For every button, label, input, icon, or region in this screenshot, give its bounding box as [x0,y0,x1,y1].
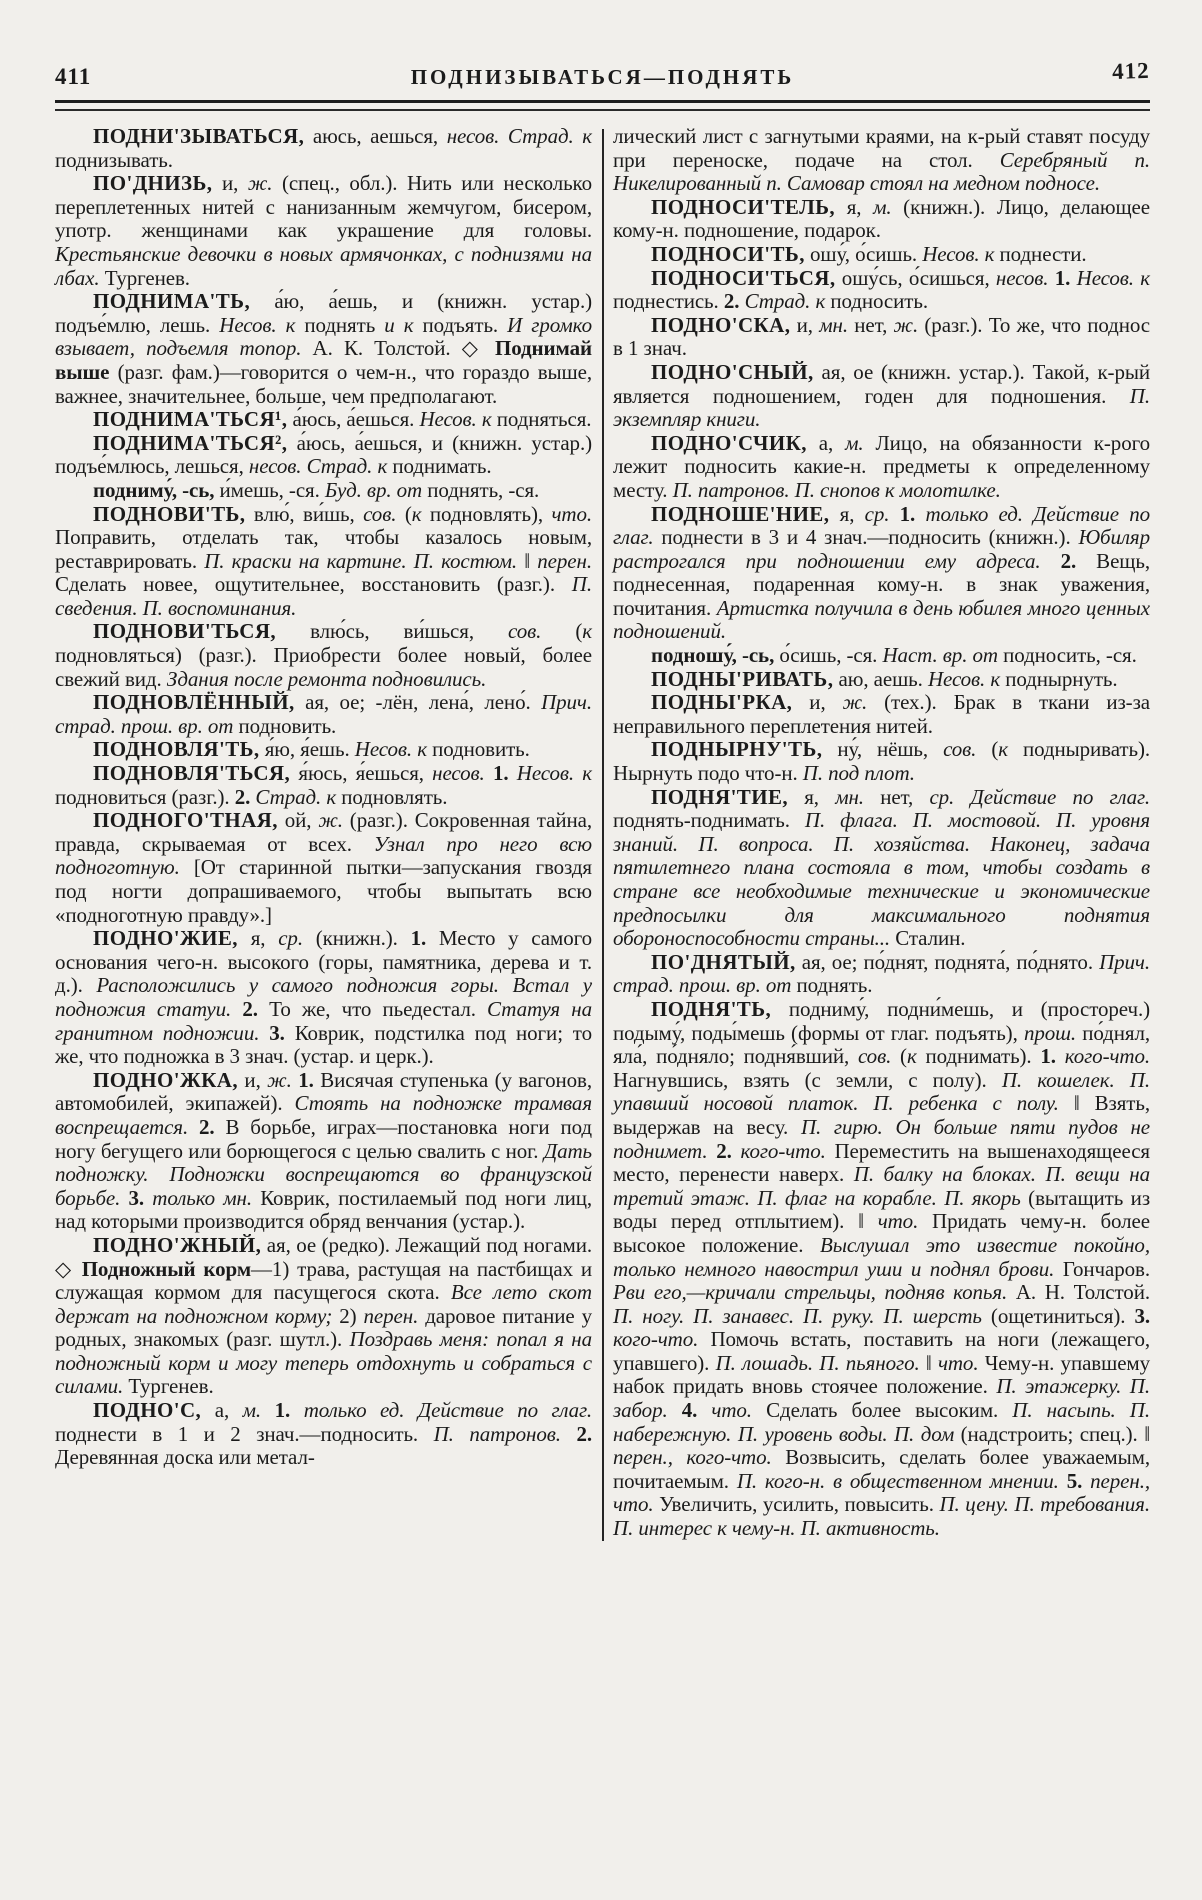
italic-text: Несов. к [927,666,1001,691]
entry-headword: ПОДНО'СЧИК, [651,430,807,455]
italic-text: перен., что. [613,1468,1151,1517]
italic-text: м. [845,430,864,455]
text [889,502,899,526]
italic-text: только ед. Действие по глаг. [303,1398,593,1423]
text: подновить. [426,737,530,762]
italic-text: Прич. страд. прош. вр. от [613,949,1150,998]
italic-text: Поздравь меня: попал я на подножный корм и могу теперь отдохнуть и собраться с силами. [55,1327,592,1399]
dictionary-entry [55,1069,592,1234]
text: по́днял, яла́, по́дняло; подня́вший, [613,1020,1150,1069]
italic-text: что. [937,1350,979,1375]
text: подносить. [825,289,928,314]
text: подновляться) (разг.). Приобрести более новый, более свежий вид. [55,643,592,691]
italic-text: несов. [995,265,1049,290]
italic-text: ж. [247,171,273,196]
header-rule [55,100,1150,111]
dictionary-entry [613,644,1150,668]
italic-text: Юбиляр растрогался при подношении ему адреса. [613,525,1150,573]
italic-text: Крестьянские девочки в новых армячонках, с поднизями на лбах. [55,241,592,290]
italic-text: м. [242,1398,262,1423]
text: подносить, -ся. [997,643,1137,668]
entry-headword: ПОДНОШЕ'НИЕ, [651,501,830,526]
dictionary-entry [613,503,1150,645]
italic-text: П. лошадь. П. пьяного. [715,1350,920,1375]
entry-headword: ПОДНИМА'ТЬСЯ¹, [93,407,288,432]
italic-text: несов. Страд. к [248,454,388,479]
bold-text: 4. [681,1398,698,1423]
text: ‖ [919,1350,938,1375]
text: (надстроить; спец.). ‖ [954,1421,1150,1446]
entry-headword: ПОДНО'СНЫЙ, [651,359,814,384]
dictionary-entry [55,762,592,809]
text: подновить. [233,713,337,738]
text: аюсь, аешься, [304,124,447,148]
text: лический лист с загнутыми краями, на к-рый ставят посуду при переноске, подаче на стол. [613,124,1150,172]
dictionary-entry [55,125,592,172]
text: Сталин. [890,926,966,951]
text: Поправить, отделать так, чтобы казалось новым, реставрировать. [55,525,592,573]
italic-text: ср. [278,926,303,951]
italic-text: и к [384,312,414,337]
text: я, [829,501,865,526]
italic-text: мн. [835,784,864,809]
italic-text: П. сведения. П. воспоминания. [55,572,592,620]
text: поднять. [791,973,873,998]
italic-text: к [906,1044,917,1069]
italic-text: сов. [943,737,977,762]
italic-text: кого-что. [740,1138,826,1163]
text: и, [790,312,820,337]
text: Чему-н. упавшему набок придать вновь стоячее положение. [613,1350,1151,1399]
text [259,1021,269,1045]
text: подновиться (разг.). [55,784,235,809]
text: поднимать. [387,454,492,479]
italic-text: П. ногу. П. занавес. П. руку. П. шерсть [613,1303,982,1328]
bold-text: 2. [199,1114,215,1139]
italic-text: Выслушал это известие покойно, только немного навострил уши и поднял брови. [613,1232,1150,1281]
italic-text: только ед. Действие по глаг. [613,501,1151,550]
bold-text: 1. [298,1067,314,1092]
dictionary-entry [613,267,1150,314]
italic-text: к [998,737,1008,762]
text-columns [55,125,1150,1541]
text: Сделать более высоким. [751,1398,1013,1423]
column-left [55,125,592,1541]
text [1082,1469,1090,1493]
text: То же, что пьедестал. [257,996,488,1021]
italic-text: Рви его,—кричали стрельцы, подняв копья. [613,1280,1008,1305]
text: (книжн.). Лицо, делающее кому-н. подношение, подарок. [613,194,1150,243]
dictionary-entry [55,172,592,290]
text: А. Н. Толстой. [1007,1280,1150,1305]
italic-text: м. [873,194,892,219]
text: Деревянная доска или метал- [55,1445,315,1470]
dictionary-entry [55,1234,592,1399]
dictionary-entry [613,951,1150,998]
text: Место у самого основания чего-н. высокого (горы, памятника, дерева и т. д.). [55,926,592,998]
entry-headword: ПОДНИ'ЗЫВАТЬСЯ, [93,124,305,148]
italic-text: что. [551,501,593,526]
entry-headword: ПОДНЯ'ТИЕ, [651,784,789,809]
italic-text: к [582,619,592,644]
italic-text: П. экземпляр книги. [613,383,1150,432]
page-number-left: 411 [55,64,92,89]
text: а, [806,430,846,455]
entry-headword: ПОДНЫ'РИВАТЬ, [651,666,834,691]
entry-headword: ПОДНО'ЖИЕ, [93,926,238,951]
dictionary-entry [613,691,1150,738]
italic-text: только мн. [152,1185,252,1210]
text: Коврик, подстилка под ноги; то же, что подножка в 3 знач. (устар. и церк.). [55,1020,592,1069]
bold-text: 2. [1060,548,1077,573]
text: Увеличить, усилить, повысить. [653,1492,940,1517]
entry-headword: ПО'ДНИЗЬ, [93,171,213,196]
text [485,761,493,785]
bold-text: 1. [1040,1044,1056,1069]
italic-text: П. патронов. [433,1421,561,1446]
italic-text: И громко взывает, подъемля топор. [55,312,592,361]
text: А. К. Толстой. ◇ [301,336,495,361]
italic-text: Артистка получила в день юбилея много ценных подношений. [613,595,1150,644]
dictionary-entry [613,243,1150,267]
italic-text: П. флага. П. мостовой. П. уровня знаний. П. вопроса. П. хозяйства. Наконец, задача пятилетнего плана состояла в том, чтобы создать в стране все необходимые технические и экономические предпосылки для максимального поднятия обороноспособности страны... [613,808,1150,951]
italic-text: к [411,501,422,526]
dictionary-entry [613,432,1150,503]
text: я, [835,194,874,219]
italic-text: Наст. вр. от [882,643,998,668]
text: о́сишь, -ся. [774,643,883,668]
text: ошу́, о́сишь. [804,241,923,266]
bold-text: подниму́, -сь, [93,477,215,502]
italic-text: П. балку на блоках. П. вещи на третий этаж. П. флаг на корабле. П. якорь [613,1162,1150,1210]
text: ‖ Взять, выдержав на весу. [613,1091,1150,1139]
italic-text: несов. Страд. к [446,124,593,148]
bold-text: 3. [128,1185,145,1210]
bold-text: 3. [1134,1303,1150,1328]
dictionary-entry [613,361,1150,432]
text: влю́, ви́шь, [245,501,364,526]
text [509,761,517,785]
text: Тургенев. [99,265,190,290]
text: ( [891,1044,907,1069]
text [915,502,925,526]
dictionary-entry [55,738,592,762]
dictionary-entry [613,196,1150,243]
italic-text: Несов. к [516,761,592,786]
text: ( [541,619,583,644]
text [261,1398,275,1422]
bold-text: 3. [269,1020,285,1045]
text: я́юсь, я́ешься, [290,761,433,786]
text: (книжн.). [302,926,411,951]
bold-text: 2. [242,996,258,1021]
bold-text: 1. [899,501,916,526]
italic-text: П. краски на картине. П. костюм. [204,548,518,573]
italic-text: Страд. к [744,289,826,314]
text [1059,1469,1067,1493]
text: Нагнувшись, взять (с земли, с полу). [613,1067,1002,1092]
dictionary-entry [55,691,592,738]
bold-text: 1. [492,761,509,786]
italic-text: мн. [819,312,848,337]
dictionary-entry [55,432,592,479]
text: —1) трава, растущая на пастбищах и служащая кормом для пасущегося скота. [55,1256,593,1305]
italic-text: Несов. к [354,737,427,762]
entry-headword: ПОДНОСИ'ТЬ, [651,241,805,266]
text [231,997,242,1021]
text: я, [237,926,279,951]
text: (разг. фам.)—говорится о чем-н., что гораздо выше, важнее, значительнее, больше, чем предполагают. [55,359,592,408]
text: Гончаров. [1054,1256,1150,1281]
running-head-title: ПОДНИЗЫВАТЬСЯ—ПОДНЯТЬ [410,65,795,89]
dictionary-entry [55,1399,592,1470]
italic-text: ср. Действие по глаг. [929,784,1150,809]
italic-text: несов. [432,761,485,786]
entry-headword: ПОДНЫРНУ'ТЬ, [651,737,823,762]
entry-headword: ПОДНОГО'ТНАЯ, [93,808,278,833]
dictionary-entry [55,479,592,503]
entry-headword: ПОДНЯ'ТЬ, [651,996,772,1021]
entry-headword: ПОДНО'СКА, [651,312,791,337]
entry-headword: ПО'ДНЯТЫЙ, [651,949,796,974]
text: и, [237,1067,268,1092]
dictionary-entry [613,738,1150,785]
text: ну́, нёшь, [822,737,944,762]
bold-text: Подножный корм [81,1256,252,1281]
italic-text: что. [711,1398,752,1423]
bold-text: 1. [410,926,427,951]
italic-text: прош. [1023,1020,1077,1045]
bold-text: 2. [716,1138,732,1163]
bold-text: 1. [1054,265,1071,290]
text: ошу́сь, о́сишься, [835,265,996,290]
italic-text: Статуя на гранитном подножии. [55,996,592,1045]
text: поднести в 1 и 2 знач.—подносить. [55,1421,434,1446]
dictionary-entry [613,786,1150,951]
text: влю́сь, ви́шься, [276,619,509,644]
text [561,1422,577,1446]
text: 2) [332,1303,364,1328]
text [732,1139,741,1163]
text: Придать чему-н. более высокое положение. [613,1209,1150,1257]
text: Лицо, на обязанности к-рого лежит подносить какие-н. предметы к определенному месту. [613,430,1150,502]
text [1056,1044,1065,1068]
text: поднырнуть. [1000,666,1118,691]
italic-text: Прич. страд. прош. вр. от [55,690,592,738]
text: подняться. [491,407,592,432]
text: поднять [295,312,385,337]
italic-text: П. насыпь. П. набережную. П. уровень воды. П. дом [613,1398,1150,1446]
entry-headword: ПОДНОСИ'ТЬСЯ, [651,265,836,290]
text: подъять. [413,312,508,337]
text: ( [976,737,999,762]
text: поднестись. [613,289,724,314]
text: ой, [277,808,319,833]
italic-text: Буд. вр. от [324,477,423,502]
entry-headword: ПОДНИМА'ТЬ, [93,289,251,314]
italic-text: ср. [864,501,890,526]
dictionary-entry [613,314,1150,361]
entry-continuation [613,125,1150,196]
text: и, [792,690,843,715]
text: ая, ое; -лён, лена́, лено́. [294,690,542,715]
bold-text: 1. [274,1398,291,1423]
italic-text: что. [877,1209,919,1234]
entry-headword: ПОДНОВИ'ТЬ, [93,501,246,526]
bold-text: подношу́, -сь, [651,643,775,668]
running-header [55,57,1151,90]
text: подновлять), [421,501,552,526]
text: (спец., обл.). Нить или несколько переплетенных нитей с нанизанным жемчугом, бисером, употр. женщинами как украшение для головы. [55,171,592,243]
entry-headword: ПОДНОВЛЯ'ТЬСЯ, [93,761,291,786]
entry-headword: ПОДНО'С, [93,1398,202,1423]
dictionary-entry [613,998,1150,1541]
entry-headword: ПОДНО'ЖНЫЙ, [93,1232,262,1257]
entry-headword: ПОДНОСИ'ТЕЛЬ, [651,194,836,219]
text: подновлять. [336,784,448,809]
italic-text: кого-что. [613,1327,699,1352]
italic-text: Расположились у самого подножия горы. Встал у подножия статуи. [55,973,592,1021]
text: аю, аешь. [833,666,928,691]
dictionary-entry [55,290,592,408]
text: нет, [848,312,894,337]
italic-text: Несов. к [1076,265,1150,290]
text: Переместить на вышенаходящееся место, перенести наверх. [613,1138,1150,1187]
italic-text: Несов. к [419,407,492,432]
bold-text: 2. [723,289,740,314]
bold-text: Поднимай выше [55,336,592,384]
italic-text: Серебряный п. Никелированный п. Самовар стоял на медном подносе. [613,147,1150,196]
text: ая, ое (редко). Лежащий под ногами. ◇ [55,1232,592,1281]
entry-headword: ПОДНОВЛЯ'ТЬ, [93,737,260,762]
italic-text: П. кошелек. П. упавший носовой платок. П. ребенка с полу. [613,1067,1150,1116]
italic-text: перен. [537,548,592,573]
entry-headword: ПОДНИМА'ТЬСЯ², [93,430,288,455]
italic-text: П. под плот. [802,761,915,786]
italic-text: П. кого-н. в общественном мнении. [736,1468,1059,1493]
text: ‖ [517,548,538,573]
text: я́ю, я́ешь. [259,737,355,762]
text: поднести. [994,241,1087,266]
text: а́юсь, а́ешься. [287,407,420,432]
text: а́юсь, а́ешься, и (книжн. устар.) подъе́млюсь, лешься, [55,430,592,479]
italic-text: Несов. к [922,241,995,266]
text: (разг.). То же, что поднос в 1 знач. [613,312,1151,361]
text: и́мешь, -ся. [214,477,325,502]
text: ая, ое (книжн. устар.). Такой, к-рый является подношением, годен для подношения. [613,359,1150,408]
dictionary-entry [613,668,1150,692]
text [290,1398,304,1422]
italic-text: ж. [842,690,868,715]
bold-text: 2. [576,1421,592,1446]
entry-headword: ПОДНОВЛЁННЫЙ, [93,690,295,715]
text: подниму́, подни́мешь, и (простореч.) подыму́, поды́мешь (формы от глаг. подъять), [613,996,1150,1045]
text: (тех.). Брак в ткани из-за неправильного переплетения нитей. [613,690,1150,738]
text: поднести в 3 и 4 знач.—подносить (книжн.). [653,525,1079,550]
text: ( [396,501,412,526]
entry-headword: ПОДНЫ'РКА, [651,690,793,715]
italic-text: перен., кого-что. [613,1445,772,1470]
text: Помочь встать, поставить на ноги (лежащего, упавшего). [613,1327,1150,1375]
italic-text: Дать подножку. Подножки воспрещаются во французской борьбе. [55,1138,592,1210]
text: Висячая ступенька (у вагонов, автомобилей, экипажей). [55,1067,592,1116]
column-divider-rule [602,129,604,1541]
text: Возвысить, сделать более уважаемым, почитаемым. [613,1445,1150,1493]
entry-headword: ПОДНО'ЖКА, [93,1067,238,1092]
text [668,1398,682,1422]
dictionary-entry [55,927,592,1069]
text [188,1115,199,1139]
italic-text: Все лето скот держат на подножном корму; [55,1280,592,1328]
text [697,1398,711,1422]
text: а, [201,1398,243,1423]
text: поднимать). [916,1044,1041,1069]
text: поднять, -ся. [422,477,540,502]
text: Тургенев. [123,1374,214,1399]
italic-text: П. цену. П. требования. П. интерес к чему-н. П. активность. [613,1492,1150,1541]
entry-headword: ПОДНОВИ'ТЬСЯ, [93,619,277,644]
italic-text: ж. [893,312,919,337]
italic-text: Стоять на подножке трамвая воспрещается. [55,1091,592,1139]
text: поднять-поднимать. [613,808,805,833]
italic-text: перен. [363,1303,419,1328]
dictionary-entry [55,620,592,691]
italic-text: Несов. к [219,312,296,337]
text: поднизывать. [55,147,173,172]
column-right [613,125,1150,1541]
text: даровое питание у родных, знакомых (разг. шутл.). [55,1303,592,1352]
italic-text: сов. [363,501,397,526]
dictionary-entry [55,503,592,621]
italic-text: П. гирю. Он больше пяти пудов не поднимет. [613,1114,1150,1163]
text: я, [788,784,836,809]
text: Вещь, поднесенная, подаренная кому-н. в знак уважения, почитания. [613,548,1150,620]
text: (вытащить из воды перед отплытием). ‖ [613,1185,1151,1234]
italic-text: ж. [267,1067,292,1092]
text: а́ю, а́ешь, и (книжн. устар.) подъе́млю, лешь. [55,289,592,337]
italic-text: кого-что. [1064,1044,1151,1069]
text: (разг.). Сокровенная тайна, правда, скрываемая от всех. [55,808,592,856]
text: (ощетиниться). [981,1303,1135,1328]
italic-text: П. патронов. П. снопов к молотилке. [672,477,1001,502]
italic-text: П. этажерку. П. забор. [613,1374,1151,1423]
text: [От старинной пытки—запускания гвоздя под ногти допрашиваемого, чтобы выпытать всю «подноготную правду».] [55,855,592,927]
dictionary-entry [55,408,592,432]
italic-text: Страд. к [255,784,337,809]
italic-text: Здания после ремонта подновились. [166,666,487,691]
italic-text: ж. [318,808,343,833]
text [707,1139,716,1163]
text: нет, [863,784,930,809]
text: и, [212,171,248,196]
text: Сделать новее, ощутительнее, восстановить (разг.). [55,572,572,597]
text: Коврик, постилаемый под ноги лиц, над которыми производится обряд венчания (устар.). [55,1185,593,1234]
text: подныривать). Нырнуть подо что-н. [613,737,1150,786]
dictionary-entry [55,809,592,927]
text: В борьбе, играх—постановка ноги под ногу бегущего или борющегося с целью свалить с ног. [55,1114,592,1163]
italic-text: сов. [857,1044,892,1069]
text: ая, ое; по́днят, поднята́, по́днято. [795,949,1100,974]
page-number-right: 412 [1111,57,1151,85]
text [1041,549,1061,573]
bold-text: 5. [1066,1468,1083,1493]
bold-text: 2. [234,784,251,809]
italic-text: Узнал про него всю подноготную. [55,831,592,880]
italic-text: сов. [508,619,542,644]
